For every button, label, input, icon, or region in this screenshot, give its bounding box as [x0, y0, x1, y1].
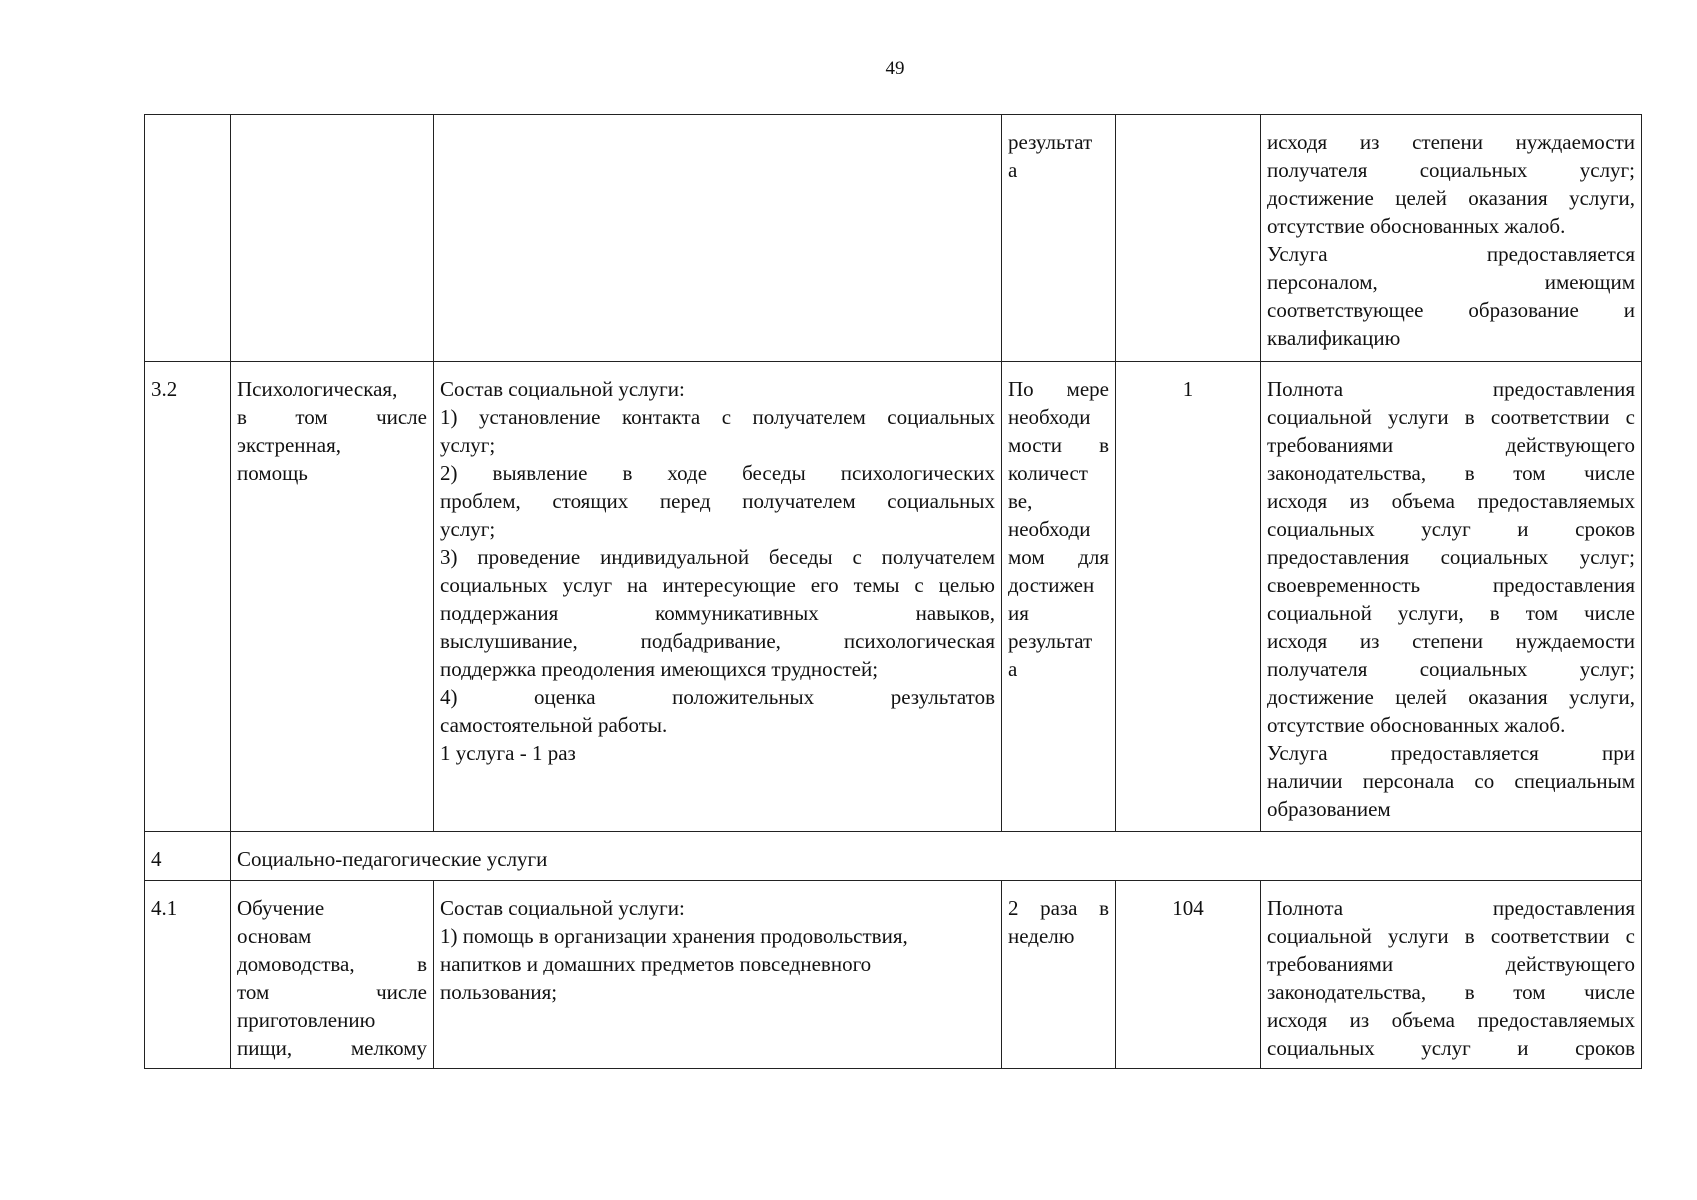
section-title: Социально-педагогические услуги: [231, 832, 1642, 881]
service-frequency-line: достижен: [1008, 573, 1095, 597]
service-quality-line: Услуга предоставляется при: [1267, 741, 1635, 765]
service-quality-line: социальной услуги, в том числе: [1267, 601, 1635, 625]
service-content: [434, 362, 1002, 832]
service-quality-line: своевременность предоставления: [1267, 573, 1635, 597]
service-content-line: 2) выявление в ходе беседы психологических: [440, 461, 995, 485]
service-content-line: 1) установление контакта с получателем социальных: [440, 405, 995, 429]
service-name-line: помощь: [237, 461, 308, 485]
service-frequency-line: необходи: [1008, 517, 1091, 541]
service-number: 4.1: [145, 881, 231, 1069]
service-quality-line: наличии персонала со специальным: [1267, 769, 1635, 793]
service-quality-line: Услуга предоставляется: [1267, 242, 1635, 266]
service-content-line: 1 услуга - 1 раз: [440, 741, 576, 765]
service-name: [231, 362, 434, 832]
service-frequency-line: неделю: [1008, 924, 1075, 948]
service-frequency: [1002, 881, 1116, 1069]
service-name-line: экстренная,: [237, 433, 341, 457]
service-frequency-line: 2 раза в: [1008, 896, 1109, 920]
service-quality-line: Полнота предоставления: [1267, 896, 1635, 920]
service-quality-line: исходя из степени нуждаемости: [1267, 629, 1635, 653]
section-number: 4: [145, 832, 231, 881]
service-quality-line: получателя социальных услуг;: [1267, 657, 1635, 681]
service-content-line: выслушивание, подбадривание, психологическая: [440, 629, 995, 653]
service-quality-line: предоставления социальных услуг;: [1267, 545, 1635, 569]
table-row: [145, 881, 1642, 1069]
service-number: [145, 115, 231, 362]
service-name-line: домоводства, в: [237, 952, 427, 976]
service-amount: [1116, 115, 1261, 362]
service-name-line: основам: [237, 924, 312, 948]
service-content: [434, 881, 1002, 1069]
service-content: [434, 115, 1002, 362]
service-quality-line: исходя из степени нуждаемости: [1267, 130, 1635, 154]
service-quality-line: персоналом, имеющим: [1267, 270, 1635, 294]
table-row: [145, 832, 1642, 881]
service-frequency: [1002, 115, 1116, 362]
service-quality-line: соответствующее образование и: [1267, 298, 1635, 322]
service-quality-line: квалификацию: [1267, 326, 1401, 350]
service-quality-line: исходя из объема предоставляемых: [1267, 489, 1635, 513]
service-content-line: пользования;: [440, 980, 558, 1004]
service-content-line: 3) проведение индивидуальной беседы с получателем: [440, 545, 995, 569]
service-content-line: услуг;: [440, 433, 496, 457]
service-quality-line: социальной услуги в соответствии с: [1267, 924, 1635, 948]
service-name-line: в том числе: [237, 405, 427, 429]
service-quality-line: образованием: [1267, 797, 1391, 821]
service-frequency-line: количест: [1008, 461, 1088, 485]
service-quality: [1261, 362, 1642, 832]
service-quality-line: получателя социальных услуг;: [1267, 158, 1635, 182]
service-frequency-line: а: [1008, 158, 1018, 182]
service-content-line: социальных услуг на интересующие его темы с целью: [440, 573, 995, 597]
service-content-line: 1) помощь в организации хранения продовольствия,: [440, 924, 908, 948]
service-quality-line: достижение целей оказания услуги,: [1267, 685, 1635, 709]
service-quality-line: отсутствие обоснованных жалоб.: [1267, 214, 1566, 238]
service-quality-line: требованиями действующего: [1267, 433, 1635, 457]
service-name-line: приготовлению: [237, 1008, 376, 1032]
service-frequency-line: ве,: [1008, 489, 1033, 513]
service-quality-line: законодательства, в том числе: [1267, 461, 1635, 485]
page-number: 49: [885, 58, 905, 79]
service-name-line: том числе: [237, 980, 427, 1004]
service-amount: 1: [1116, 362, 1261, 832]
service-quality-line: исходя из объема предоставляемых: [1267, 1008, 1635, 1032]
service-frequency: [1002, 362, 1116, 832]
service-quality-line: Полнота предоставления: [1267, 377, 1635, 401]
table-row: [145, 362, 1642, 832]
services-table: [144, 114, 1642, 1069]
service-name-line: Обучение: [237, 896, 325, 920]
service-frequency-line: результат: [1008, 629, 1093, 653]
service-content-line: поддержка преодоления имеющихся трудностей;: [440, 657, 879, 681]
service-amount: 104: [1116, 881, 1261, 1069]
service-quality-line: достижение целей оказания услуги,: [1267, 186, 1635, 210]
service-content-line: напитков и домашних предметов повседневного: [440, 952, 872, 976]
service-content-line: 4) оценка положительных результатов: [440, 685, 995, 709]
service-content-line: поддержания коммуникативных навыков,: [440, 601, 995, 625]
service-number: 3.2: [145, 362, 231, 832]
service-content-line: Состав социальной услуги:: [440, 896, 685, 920]
service-frequency-line: результат: [1008, 130, 1093, 154]
service-name-line: пищи, мелкому: [237, 1036, 427, 1060]
service-name: [231, 881, 434, 1069]
service-quality-line: законодательства, в том числе: [1267, 980, 1635, 1004]
service-content-line: Состав социальной услуги:: [440, 377, 685, 401]
service-quality-line: отсутствие обоснованных жалоб.: [1267, 713, 1566, 737]
service-frequency-line: мом для: [1008, 545, 1109, 569]
service-quality-line: социальных услуг и сроков: [1267, 517, 1635, 541]
service-content-line: услуг;: [440, 517, 496, 541]
service-frequency-line: мости в: [1008, 433, 1109, 457]
service-quality-line: требованиями действующего: [1267, 952, 1635, 976]
service-quality: [1261, 881, 1642, 1069]
service-frequency-line: а: [1008, 657, 1018, 681]
service-quality-line: социальной услуги в соответствии с: [1267, 405, 1635, 429]
table-row: [145, 115, 1642, 362]
service-content-line: проблем, стоящих перед получателем социальных: [440, 489, 995, 513]
service-frequency-line: ия: [1008, 601, 1029, 625]
service-frequency-line: необходи: [1008, 405, 1091, 429]
service-quality: [1261, 115, 1642, 362]
service-name: [231, 115, 434, 362]
service-content-line: самостоятельной работы.: [440, 713, 668, 737]
service-frequency-line: По мере: [1008, 377, 1109, 401]
service-name-line: Психологическая,: [237, 377, 398, 401]
service-quality-line: социальных услуг и сроков: [1267, 1036, 1635, 1060]
